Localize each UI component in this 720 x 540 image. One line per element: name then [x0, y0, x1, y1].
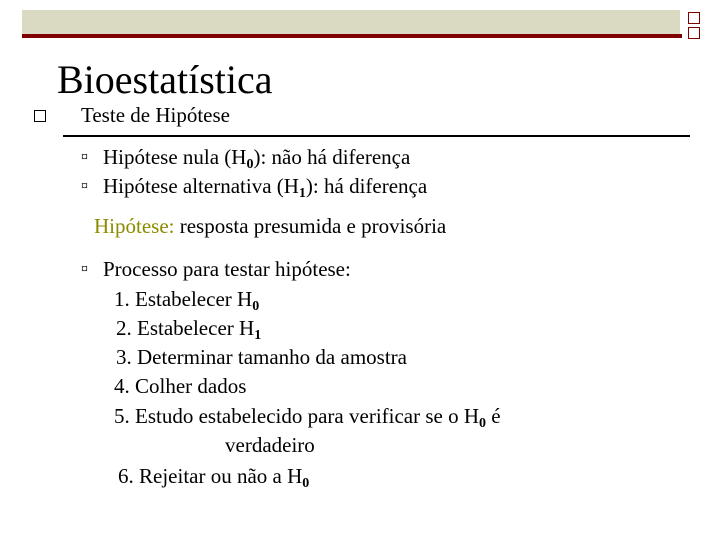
main-bullet-text: Teste de Hipótese	[81, 103, 230, 127]
slide-title: Bioestatística	[57, 57, 273, 102]
list-item	[118, 462, 309, 490]
divider-line	[63, 135, 690, 137]
subscript: 1	[298, 186, 306, 201]
step-text: verdadeiro	[225, 433, 315, 457]
list-item	[225, 431, 315, 459]
definition-line	[94, 212, 446, 240]
step-text: 1. Estabelecer H	[114, 287, 253, 311]
title-rule	[22, 34, 682, 38]
null-hypothesis-rest: ): não há diferença	[253, 145, 411, 169]
step-text: 4. Colher dados	[114, 374, 247, 398]
subscript: 0	[302, 476, 310, 491]
subscript: 0	[246, 157, 254, 172]
step-rest: é	[486, 404, 501, 428]
step-text: 6. Rejeitar ou não a H	[118, 464, 303, 488]
list-item	[114, 402, 501, 430]
corner-square-icon	[688, 27, 700, 39]
sub-bullet-icon: ¤	[81, 150, 88, 165]
list-item	[116, 314, 261, 342]
definition-term: Hipótese:	[94, 214, 175, 238]
sub-bullet-icon: ¤	[81, 179, 88, 194]
subscript: 0	[252, 299, 260, 314]
list-item	[114, 372, 246, 400]
subscript: 1	[254, 328, 262, 343]
subscript: 0	[479, 416, 487, 431]
step-text: 2. Estabelecer H	[116, 316, 255, 340]
title-band	[22, 10, 680, 34]
process-heading-item	[81, 255, 351, 284]
definition-text: resposta presumida e provisória	[174, 214, 447, 238]
step-text: 5. Estudo estabelecido para verificar se o H	[114, 404, 480, 428]
square-bullet-icon	[34, 110, 46, 122]
list-item	[116, 343, 407, 371]
null-hypothesis-text: Hipótese nula (H	[103, 145, 247, 169]
corner-square-icon	[688, 12, 700, 24]
alt-hypothesis-item	[81, 172, 427, 201]
alt-hypothesis-rest: ): há diferença	[305, 174, 428, 198]
list-item	[114, 285, 259, 313]
sub-bullet-icon: ¤	[81, 262, 88, 277]
alt-hypothesis-text: Hipótese alternativa (H	[103, 174, 299, 198]
step-text: 3. Determinar tamanho da amostra	[116, 345, 407, 369]
null-hypothesis-item	[81, 143, 410, 172]
process-heading: Processo para testar hipótese:	[103, 257, 351, 281]
